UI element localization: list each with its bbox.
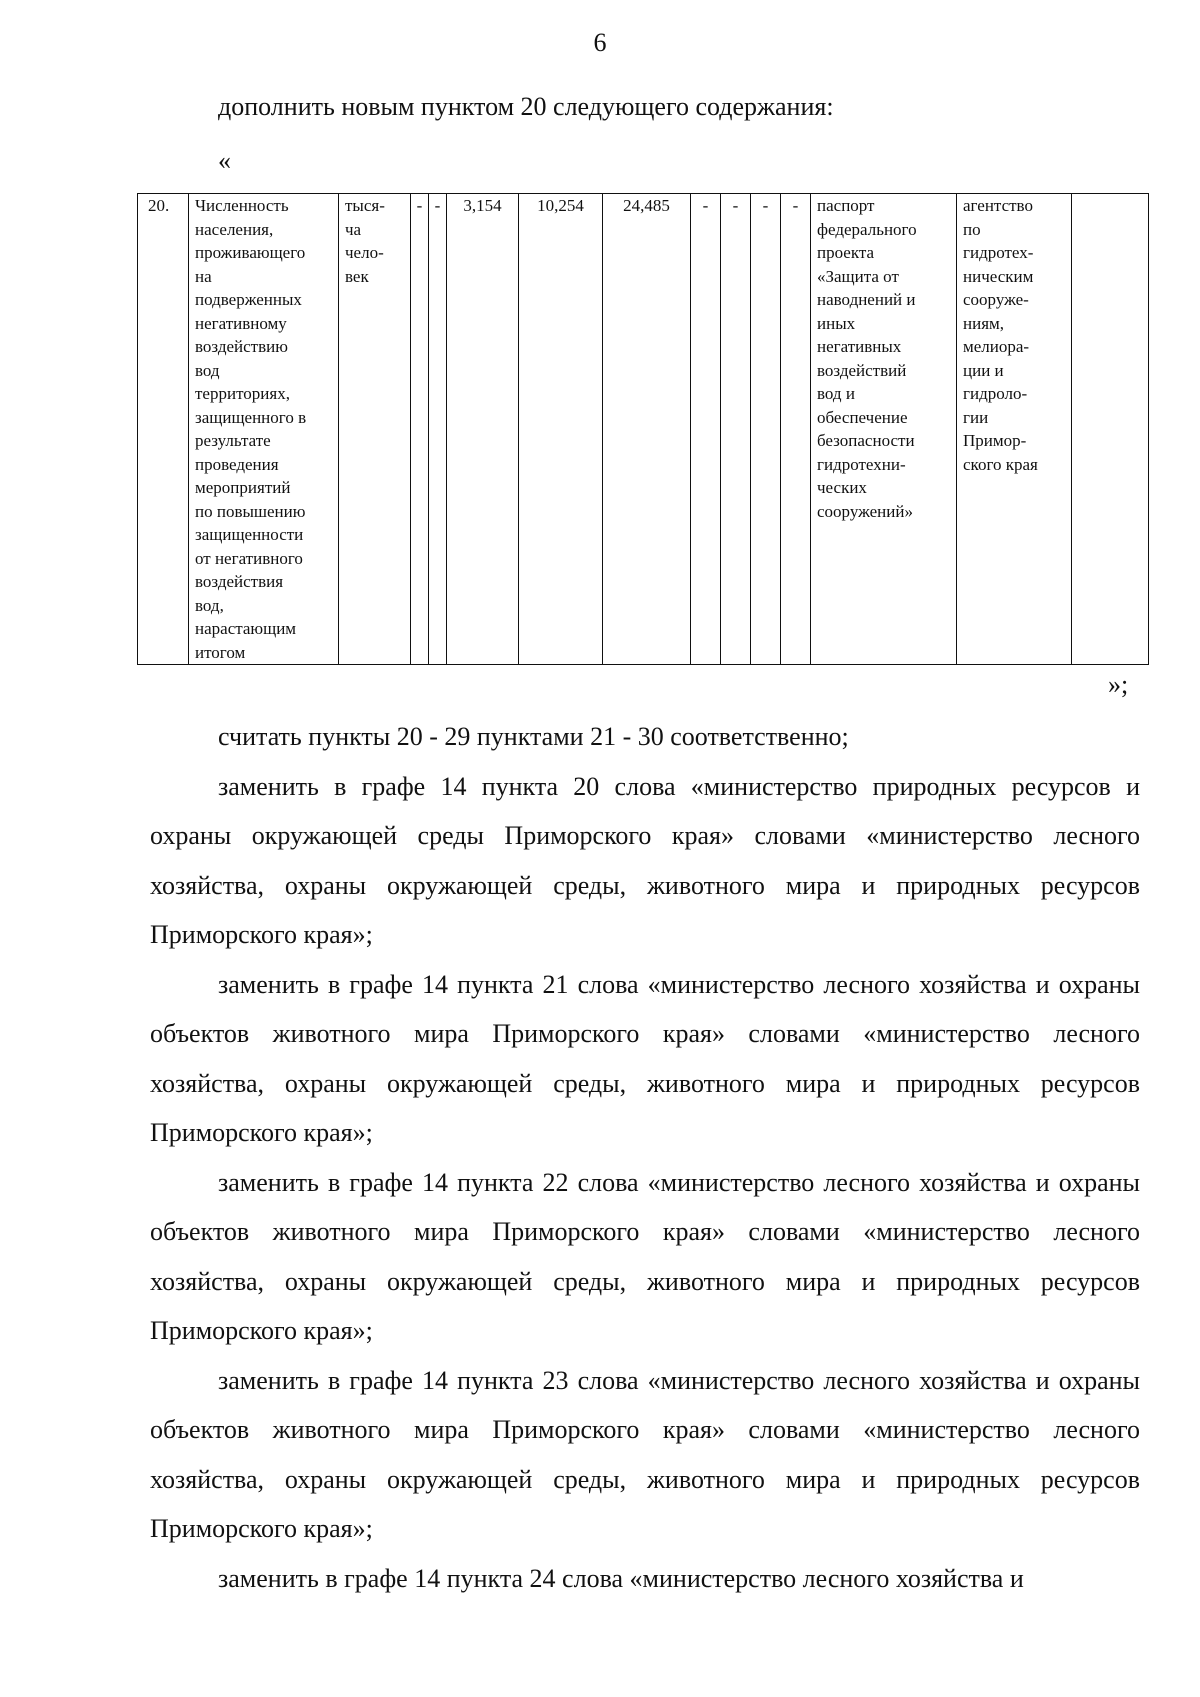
page-number: 6 (593, 28, 607, 57)
cell-value-6: - (691, 194, 721, 665)
cell-value-1: - (411, 194, 429, 665)
intro-text: дополнить новым пунктом 20 следующего содержания: (218, 92, 834, 121)
paragraph: заменить в графе 14 пункта 24 слова «министерство лесного хозяйства и (218, 1563, 1024, 1593)
cell-value-4: 10,254 (519, 194, 603, 665)
paragraph: считать пункты 20 - 29 пунктами 21 - 30 соответственно; (218, 722, 849, 751)
cell-row-number: 20. (138, 194, 189, 665)
cell-value-9: - (781, 194, 811, 665)
paragraph: заменить в графе 14 пункта 21 слова «министерство лесного хозяйства и охраны объектов животного мира Приморского края» словами «министерство лесного хозяйства, охраны окружающей среды, животного мира и природных ресурсов Приморского края»; (150, 969, 1140, 1147)
cell-value-5: 24,485 (603, 194, 691, 665)
paragraph: заменить в графе 14 пункта 20 слова «министерство природных ресурсов и охраны окружающей среды Приморского края» словами «министерство лесного хозяйства, охраны окружающей среды, животного мира и природных ресурсов Приморского края»; (150, 771, 1140, 949)
cell-unit: тыся- ча чело- век (339, 194, 411, 665)
paragraph: заменить в графе 14 пункта 22 слова «министерство лесного хозяйства и охраны объектов животного мира Приморского края» словами «министерство лесного хозяйства, охраны окружающей среды, животного мира и природных ресурсов Приморского края»; (150, 1167, 1140, 1345)
cell-value-2: - (429, 194, 447, 665)
table-row (138, 194, 1149, 665)
opening-quote: « (218, 146, 231, 175)
cell-value-7: - (721, 194, 751, 665)
cell-indicator: Численность населения, проживающего на подверженных негативному воздействию вод территориях, защищенного в результате проведения мероприятий по повышению защищенности от негативного воздействия вод, нарастающим итогом (189, 194, 339, 665)
cell-value-8: - (751, 194, 781, 665)
amendment-table (137, 193, 1149, 665)
closing-quote: »; (1108, 670, 1129, 699)
cell-source: паспорт федерального проекта «Защита от наводнений и иных негативных воздействий вод и обеспечение безопасности гидротехни- ческих сооружений» (811, 194, 957, 665)
cell-value-3: 3,154 (447, 194, 519, 665)
cell-empty (1072, 194, 1149, 665)
cell-responsible: агентство по гидротех- ническим сооруже- ниям, мелиора- ции и гидроло- гии Примор- ского края (957, 194, 1072, 665)
paragraph: заменить в графе 14 пункта 23 слова «министерство лесного хозяйства и охраны объектов животного мира Приморского края» словами «министерство лесного хозяйства, охраны окружающей среды, животного мира и природных ресурсов Приморского края»; (150, 1365, 1140, 1543)
body-text (150, 712, 1140, 1603)
